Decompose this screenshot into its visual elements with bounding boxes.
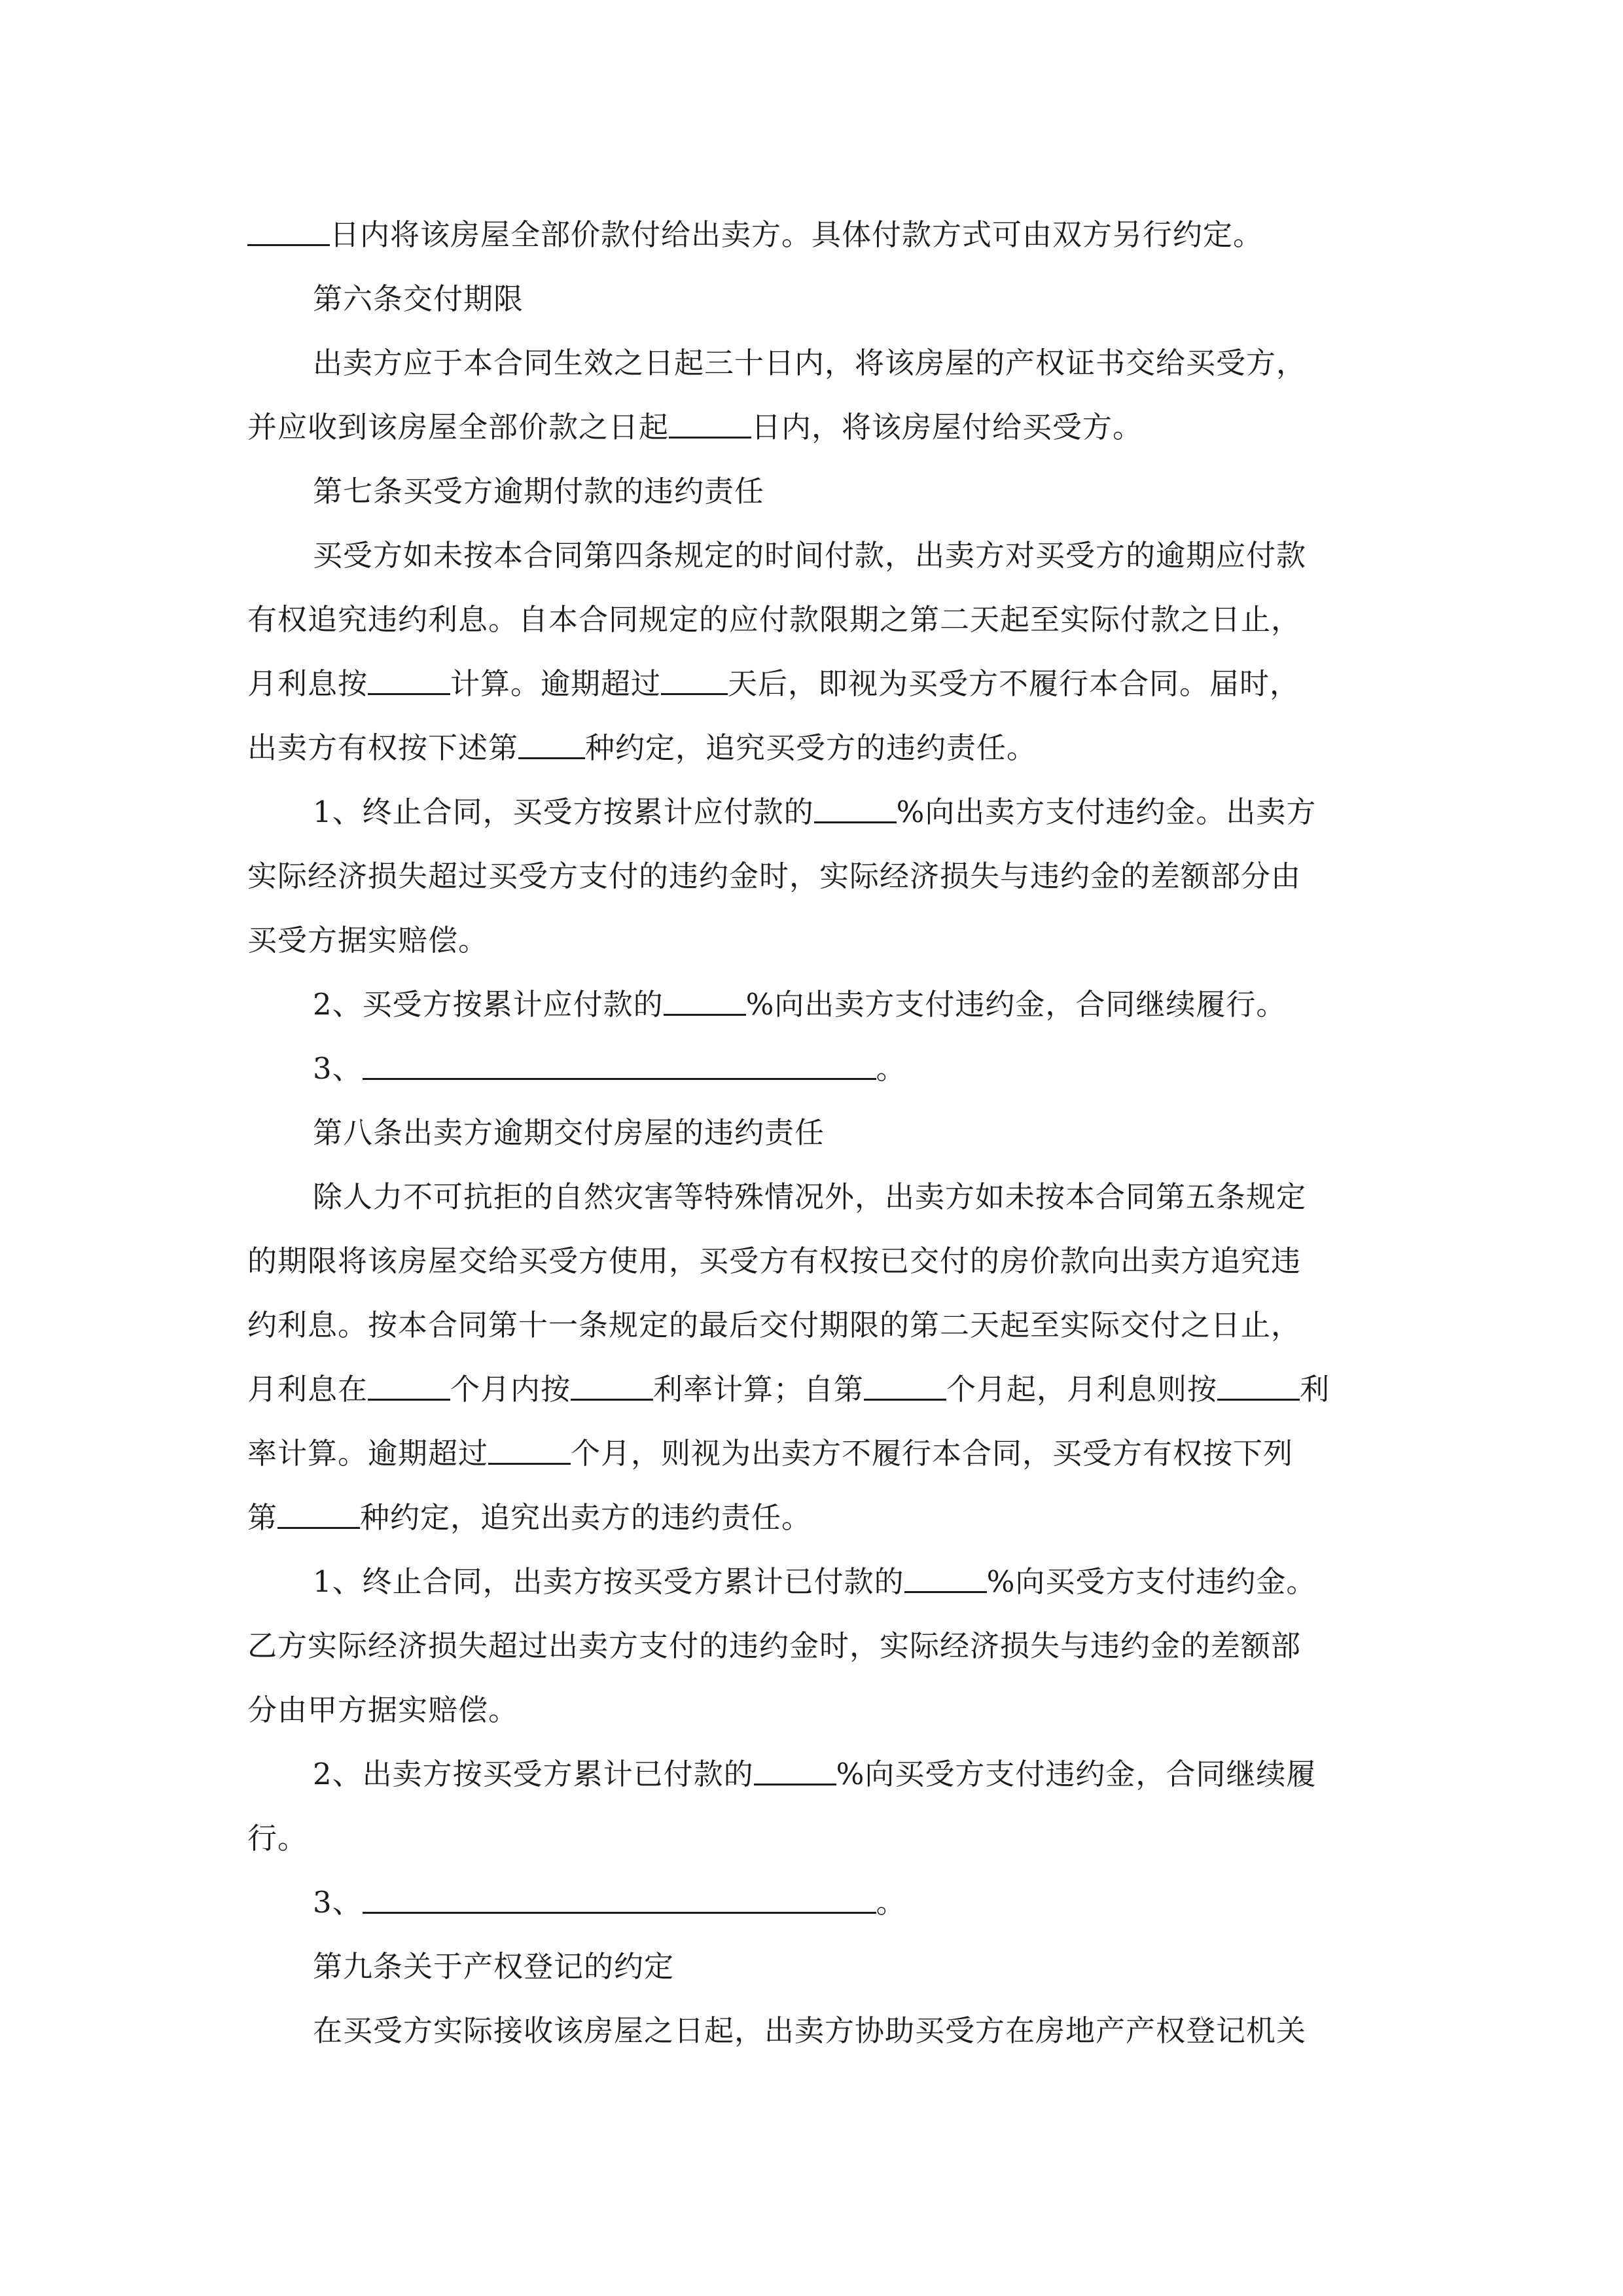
blank-field bbox=[571, 1367, 653, 1401]
text-line: 率计算。逾期超过 个月，则视为出卖方不履行本合同，买受方有权按下列 bbox=[247, 1422, 1383, 1486]
blank-field bbox=[247, 213, 330, 246]
blank-field bbox=[488, 1431, 571, 1465]
text-line: 买受方如未按本合同第四条规定的时间付款，出卖方对买受方的逾期应付款 bbox=[313, 538, 1307, 573]
blank-field bbox=[363, 1047, 876, 1080]
blank-field bbox=[904, 1560, 987, 1593]
text-line: 月利息按 计算。逾期超过 天后，即视为买受方不履行本合同。届时， bbox=[247, 652, 1383, 716]
blank-field bbox=[277, 1496, 360, 1529]
text-line: 约利息。按本合同第十一条规定的最后交付期限的第二天起至实际交付之日止， bbox=[247, 1308, 1302, 1342]
blank-field bbox=[1217, 1367, 1300, 1401]
blank-field bbox=[518, 726, 585, 759]
text-line: 1、终止合同，买受方按累计应付款的 %向出卖方支付违约金。出卖方 bbox=[247, 780, 1383, 844]
text-line: 3、 。 bbox=[247, 1871, 1383, 1935]
text-line: 3、 。 bbox=[247, 1037, 1383, 1101]
blank-field bbox=[669, 405, 751, 439]
blank-field bbox=[754, 1752, 836, 1785]
text-line: 在买受方实际接收该房屋之日起，出卖方协助买受方在房地产产权登记机关 bbox=[313, 2013, 1307, 2048]
text-line: 的期限将该房屋交给买受方使用，买受方有权按已交付的房价款向出卖方追究违 bbox=[247, 1244, 1302, 1278]
text-line: 出卖方有权按下述第 种约定，追究买受方的违约责任。 bbox=[247, 716, 1383, 780]
text-line: 日内将该房屋全部价款付给出卖方。具体付款方式可由双方另行约定。 bbox=[247, 203, 1383, 267]
blank-field bbox=[368, 662, 450, 695]
text-line: 实际经济损失超过买受方支付的违约金时，实际经济损失与违约金的差额部分由 bbox=[247, 859, 1302, 893]
text-line: 乙方实际经济损失超过出卖方支付的违约金时，实际经济损失与违约金的差额部 bbox=[247, 1628, 1302, 1663]
blank-field bbox=[368, 1367, 450, 1401]
text-line: 2、出卖方按买受方累计已付款的 %向买受方支付违约金，合同继续履 bbox=[247, 1742, 1383, 1806]
text-line: 出卖方应于本合同生效之日起三十日内，将该房屋的产权证书交给买受方， bbox=[313, 346, 1307, 380]
text-line: 分由甲方据实赔偿。 bbox=[247, 1693, 519, 1727]
text-line: 买受方据实赔偿。 bbox=[247, 923, 489, 958]
text-line: 2、买受方按累计应付款的 %向出卖方支付违约金，合同继续履行。 bbox=[247, 973, 1383, 1037]
text-line: 有权追究违约利息。自本合同规定的应付款限期之第二天起至实际付款之日止， bbox=[247, 602, 1302, 637]
text-line: 月利息在 个月内按 利率计算；自第 个月起，月利息则按 利 bbox=[247, 1357, 1383, 1422]
blank-field bbox=[664, 982, 746, 1016]
text-line: 并应收到该房屋全部价款之日起 日内，将该房屋付给买受方。 bbox=[247, 395, 1383, 459]
text-line: 行。 bbox=[247, 1821, 308, 1856]
text-line: 除人力不可抗拒的自然灾害等特殊情况外，出卖方如未按本合同第五条规定 bbox=[313, 1179, 1307, 1214]
text-line: 第 种约定，追究出卖方的违约责任。 bbox=[247, 1486, 1383, 1550]
blank-field bbox=[661, 662, 728, 695]
blank-field bbox=[363, 1880, 876, 1914]
document-page bbox=[247, 203, 1383, 2063]
article-heading: 第六条交付期限 bbox=[313, 281, 524, 316]
blank-field bbox=[814, 790, 897, 823]
text-line: 1、终止合同，出卖方按买受方累计已付款的 %向买受方支付违约金。 bbox=[247, 1550, 1383, 1614]
article-heading: 第九条关于产权登记的约定 bbox=[313, 1949, 675, 1984]
article-heading: 第八条出卖方逾期交付房屋的违约责任 bbox=[313, 1115, 825, 1150]
blank-field bbox=[864, 1367, 946, 1401]
article-heading: 第七条买受方逾期付款的违约责任 bbox=[313, 474, 765, 509]
